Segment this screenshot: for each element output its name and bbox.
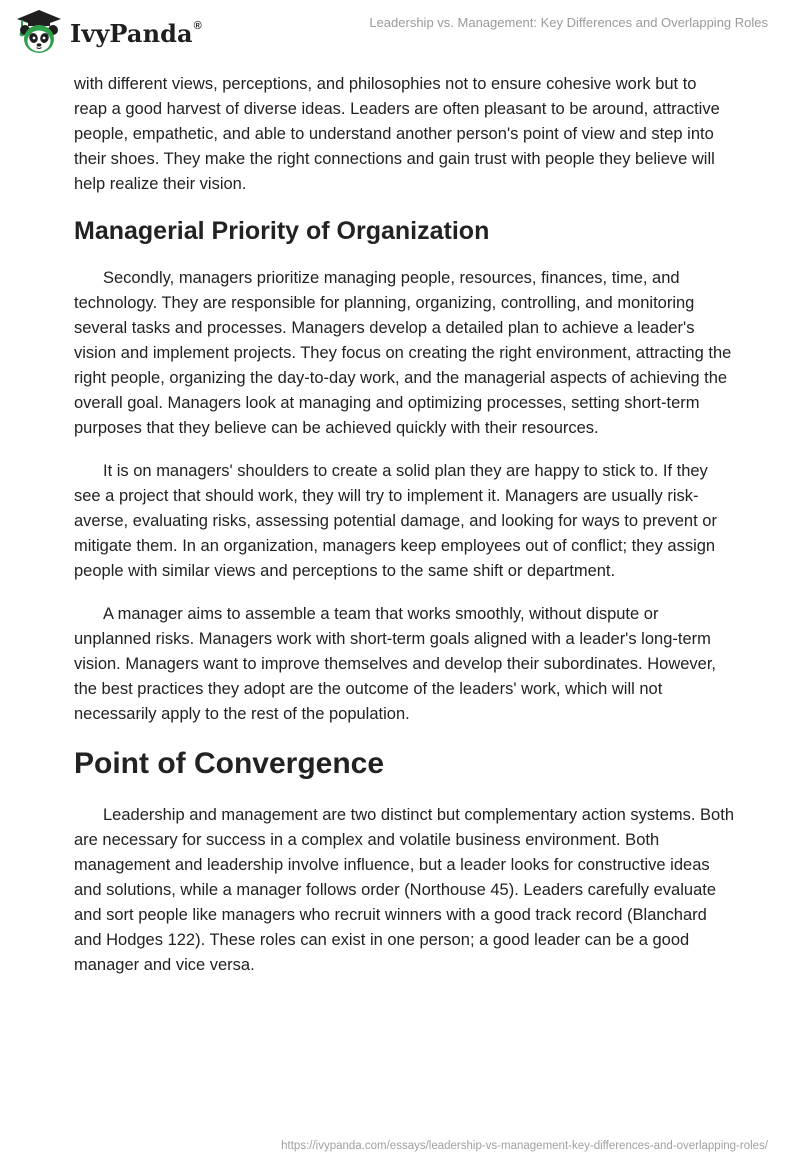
essay-body: [74, 72, 734, 996]
brand-logo[interactable]: [14, 8, 202, 56]
paragraph-managerial-1: Secondly, managers prioritize managing people, resources, finances, time, and technology. They are responsible for planning, organizing, controlling, and monitoring several tasks and processes. Managers develop a detailed plan to achieve a leader's vision and implement projects. They focus on creating the right environment, attracting the right people, organizing the day-to-day work, and the managerial aspects of achieving the overall goal. Managers look at managing and optimizing processes, setting short-term purposes that they believe can be achieved quickly with their resources.: [74, 269, 732, 437]
source-url[interactable]: https://ivypanda.com/essays/leadership-vs-management-key-differences-and-overlapping-roles/: [281, 1140, 768, 1152]
section-heading-managerial: Managerial Priority of Organization: [74, 217, 490, 245]
paragraph-managerial-3: A manager aims to assemble a team that works smoothly, without dispute or unplanned risks. Managers work with short-term goals aligned with a leader's long-term vision. Managers want to improve themselves and develop their subordinates. However, the best practices they adopt are the outcome of the leaders' work, which will not necessarily apply to the rest of the population.: [74, 605, 717, 723]
panda-graduate-icon: [14, 8, 64, 56]
brand-name: IvyPanda®: [70, 18, 202, 48]
page-header: [0, 0, 800, 64]
section-heading-convergence: Point of Convergence: [74, 747, 385, 780]
paragraph-convergence-1: Leadership and management are two distinct but complementary action systems. Both are necessary for success in a complex and volatile business environment. Both management and leadership involve influence, but a leader looks for constructive ideas and solutions, while a manager follows order (Northouse 45). Leaders carefully evaluate and sort people like managers who recruit winners with a good track record (Blanchard and Hodges 122). These roles can exist in one person; a good leader can be a good manager and vice versa.: [74, 806, 734, 974]
paragraph-managerial-2: It is on managers' shoulders to create a solid plan they are happy to stick to. If they see a project that should work, they will try to implement it. Managers are usually risk-averse, evaluating risks, assessing potential damage, and looking for ways to prevent or mitigate them. In an organization, managers keep employees out of conflict; they assign people with similar views and perceptions to the same shift or department.: [74, 462, 717, 580]
document-title: Leadership vs. Management: Key Differences and Overlapping Roles: [369, 15, 768, 30]
paragraph-intro: with different views, perceptions, and philosophies not to ensure cohesive work but to reap a good harvest of diverse ideas. Leaders are often pleasant to be around, attractive people, empathetic, and able to understand another person's point of view and step into their shoes. They make the right connections and gain trust with people they believe will help realize their vision.: [74, 75, 720, 193]
registered-mark: ®: [193, 19, 202, 32]
